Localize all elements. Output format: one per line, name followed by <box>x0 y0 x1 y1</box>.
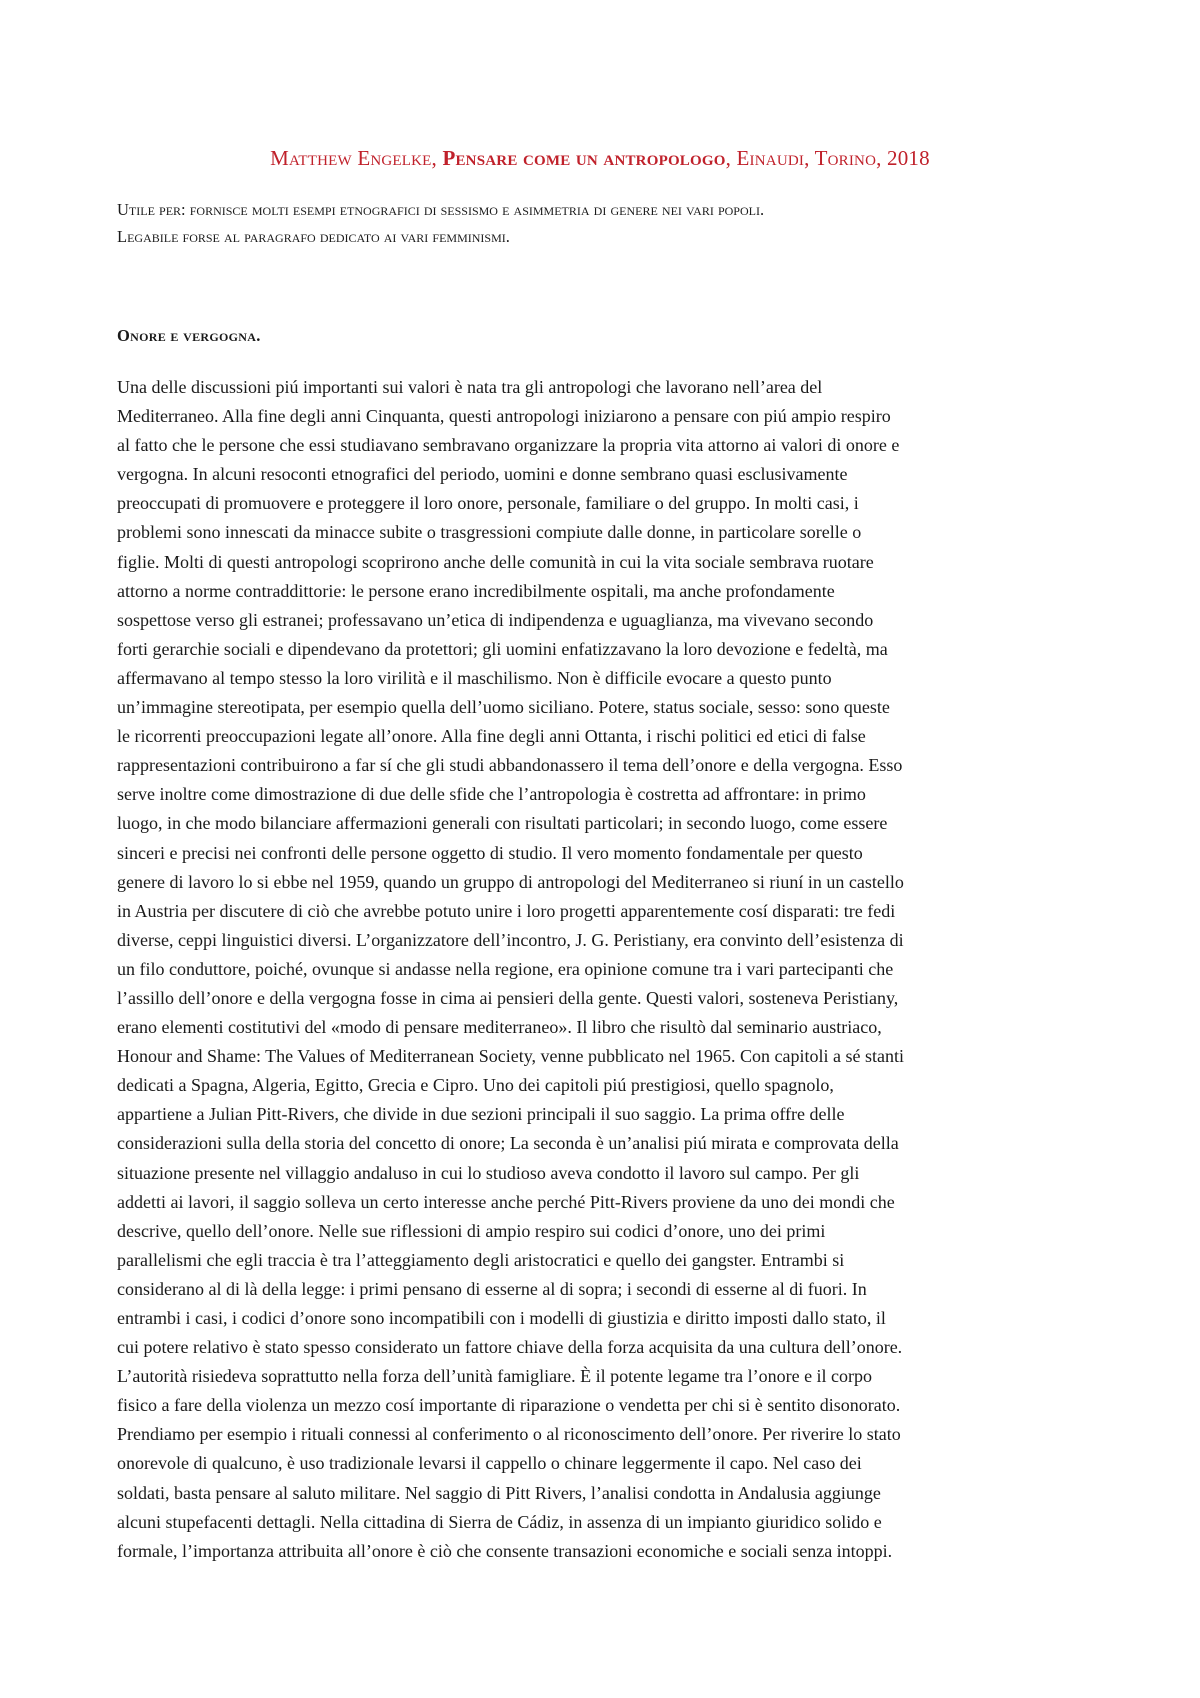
body-line: addetti ai lavori, il saggio solleva un certo interesse anche perché Pitt-Rivers proviene da uno dei mondi che <box>117 1191 895 1212</box>
body-line: le ricorrenti preoccupazioni legate all’onore. Alla fine degli anni Ottanta, i rischi politici ed etici di false <box>117 726 866 747</box>
body-line: affermavano al tempo stesso la loro virilità e il maschilismo. Non è difficile evocare a questo punto <box>117 667 832 688</box>
body-line: cui potere relativo è stato spesso considerato un fattore chiave della forza acquisita da una cultura dell’onore. <box>117 1337 903 1358</box>
body-line: erano elementi costitutivi del «modo di pensare mediterraneo». Il libro che risultò dal seminario austriaco, <box>117 1017 882 1038</box>
title-separator: , <box>431 146 443 170</box>
publisher-info: , Einaudi, Torino, 2018 <box>725 146 930 170</box>
body-line: problemi sono innescati da minacce subite o trasgressioni compiute dalle donne, in particolare sorelle o <box>117 522 862 543</box>
body-line: alcuni stupefacenti dettagli. Nella cittadina di Sierra de Cádiz, in assenza di un impianto giuridico solido e <box>117 1511 882 1532</box>
body-line: serve inoltre come dimostrazione di due delle sfide che l’antropologia è costretta ad affrontare: in primo <box>117 784 866 805</box>
body-line: rappresentazioni contribuirono a far sí che gli studi abbandonassero il tema dell’onore e della vergogna. Esso <box>117 755 903 776</box>
book-title: Pensare come un antropologo <box>442 146 726 170</box>
usage-note <box>117 196 1097 250</box>
body-line: considerano al di là della legge: i primi pensano di esserne al di sopra; i secondi di esserne al di fuori. In <box>117 1278 867 1299</box>
body-line: sospettose verso gli estranei; professavano un’etica di indipendenza e uguaglianza, ma vivevano secondo <box>117 609 874 630</box>
body-line: al fatto che le persone che essi studiavano sembravano organizzare la propria vita attorno ai valori di onore e <box>117 435 900 456</box>
section-heading: Onore e vergogna. <box>117 326 261 345</box>
body-line: vergogna. In alcuni resoconti etnografici del periodo, uomini e donne sembrano quasi esclusivamente <box>117 464 848 485</box>
bibliographic-title <box>0 146 1200 171</box>
body-line: in Austria per discutere di ciò che avrebbe potuto unire i loro progetti apparentemente cosí disparati: tre fedi <box>117 900 896 921</box>
body-line: entrambi i casi, i codici d’onore sono incompatibili con i modelli di giustizia e diritto imposti dallo stato, il <box>117 1308 886 1328</box>
body-line: l’assillo dell’onore e della vergogna fosse in cima ai pensieri della gente. Questi valori, sosteneva Peristiany, <box>117 987 899 1008</box>
author-name: Matthew Engelke <box>270 146 432 170</box>
body-line: forti gerarchie sociali e dipendevano da protettori; gli uomini enfatizzavano la loro devozione e fedeltà, ma <box>117 638 888 659</box>
body-line: considerazioni sulla della storia del concetto di onore; La seconda è un’analisi piú mirata e comprovata della <box>117 1133 899 1154</box>
body-line: luogo, in che modo bilanciare affermazioni generali con risultati particolari; in secondo luogo, come essere <box>117 813 888 834</box>
body-line: formale, l’importanza attribuita all’onore è ciò che consente transazioni economiche e sociali senza intoppi. <box>117 1540 893 1561</box>
usage-note-line: Utile per: fornisce molti esempi etnografici di sessismo e asimmetria di genere nei vari popoli. <box>117 200 765 219</box>
body-line: fisico a fare della violenza un mezzo cosí importante di riparazione o vendetta per chi si è sentito disonorato. <box>117 1395 901 1416</box>
body-line: preoccupati di promuovere e proteggere il loro onore, personale, familiare o del gruppo. In molti casi, i <box>117 493 859 514</box>
body-line: Honour and Shame: The Values of Mediterranean Society, venne pubblicato nel 1965. Con capitoli a sé stanti <box>117 1046 904 1067</box>
body-line: appartiene a Julian Pitt-Rivers, che divide in due sezioni principali il suo saggio. La prima offre delle <box>117 1104 845 1125</box>
body-line: parallelismi che egli traccia è tra l’atteggiamento degli aristocratici e quello dei gangster. Entrambi si <box>117 1249 845 1270</box>
body-line: sinceri e precisi nei confronti delle persone oggetto di studio. Il vero momento fondamentale per questo <box>117 842 863 863</box>
body-line: un’immagine stereotipata, per esempio quella dell’uomo siciliano. Potere, status sociale, sesso: sono queste <box>117 697 890 718</box>
body-line: diverse, ceppi linguistici diversi. L’organizzatore dell’incontro, J. G. Peristiany, era convinto dell’esistenza di <box>117 929 904 950</box>
body-line: Una delle discussioni piú importanti sui valori è nata tra gli antropologi che lavorano nell’area del <box>117 377 823 397</box>
body-line: figlie. Molti di questi antropologi scoprirono anche delle comunità in cui la vita sociale sembrava ruotare <box>117 551 874 572</box>
body-paragraph <box>117 373 1097 1566</box>
body-line: Prendiamo per esempio i rituali connessi al conferimento o al riconoscimento dell’onore. Per riverire lo stato <box>117 1424 901 1445</box>
body-line: descrive, quello dell’onore. Nelle sue riflessioni di ampio respiro sui codici d’onore, uno dei primi <box>117 1220 826 1241</box>
body-line: onorevole di qualcuno, è uso tradizionale levarsi il cappello o chinare leggermente il capo. Nel caso dei <box>117 1453 862 1474</box>
body-line: dedicati a Spagna, Algeria, Egitto, Grecia e Cipro. Uno dei capitoli piú prestigiosi, quello spagnolo, <box>117 1075 834 1096</box>
body-line: soldati, basta pensare al saluto militare. Nel saggio di Pitt Rivers, l’analisi condotta in Andalusia aggiunge <box>117 1482 881 1503</box>
body-line: attorno a norme contraddittorie: le persone erano incredibilmente ospitali, ma anche profondamente <box>117 580 835 601</box>
body-line: genere di lavoro lo si ebbe nel 1959, quando un gruppo di antropologi del Mediterraneo si riuní in un castello <box>117 871 904 892</box>
usage-note-line: Legabile forse al paragrafo dedicato ai vari femminismi. <box>117 227 510 246</box>
body-line: L’autorità risiedeva soprattutto nella forza dell’unità famigliare. È il potente legame tra l’onore e il corpo <box>117 1366 873 1387</box>
body-line: situazione presente nel villaggio andaluso in cui lo studioso aveva condotto il lavoro sul campo. Per gli <box>117 1162 860 1183</box>
body-line: un filo conduttore, poiché, ovunque si andasse nella regione, era opinione comune tra i vari partecipanti che <box>117 958 894 979</box>
body-line: Mediterraneo. Alla fine degli anni Cinquanta, questi antropologi iniziarono a pensare con piú ampio respiro <box>117 406 891 427</box>
